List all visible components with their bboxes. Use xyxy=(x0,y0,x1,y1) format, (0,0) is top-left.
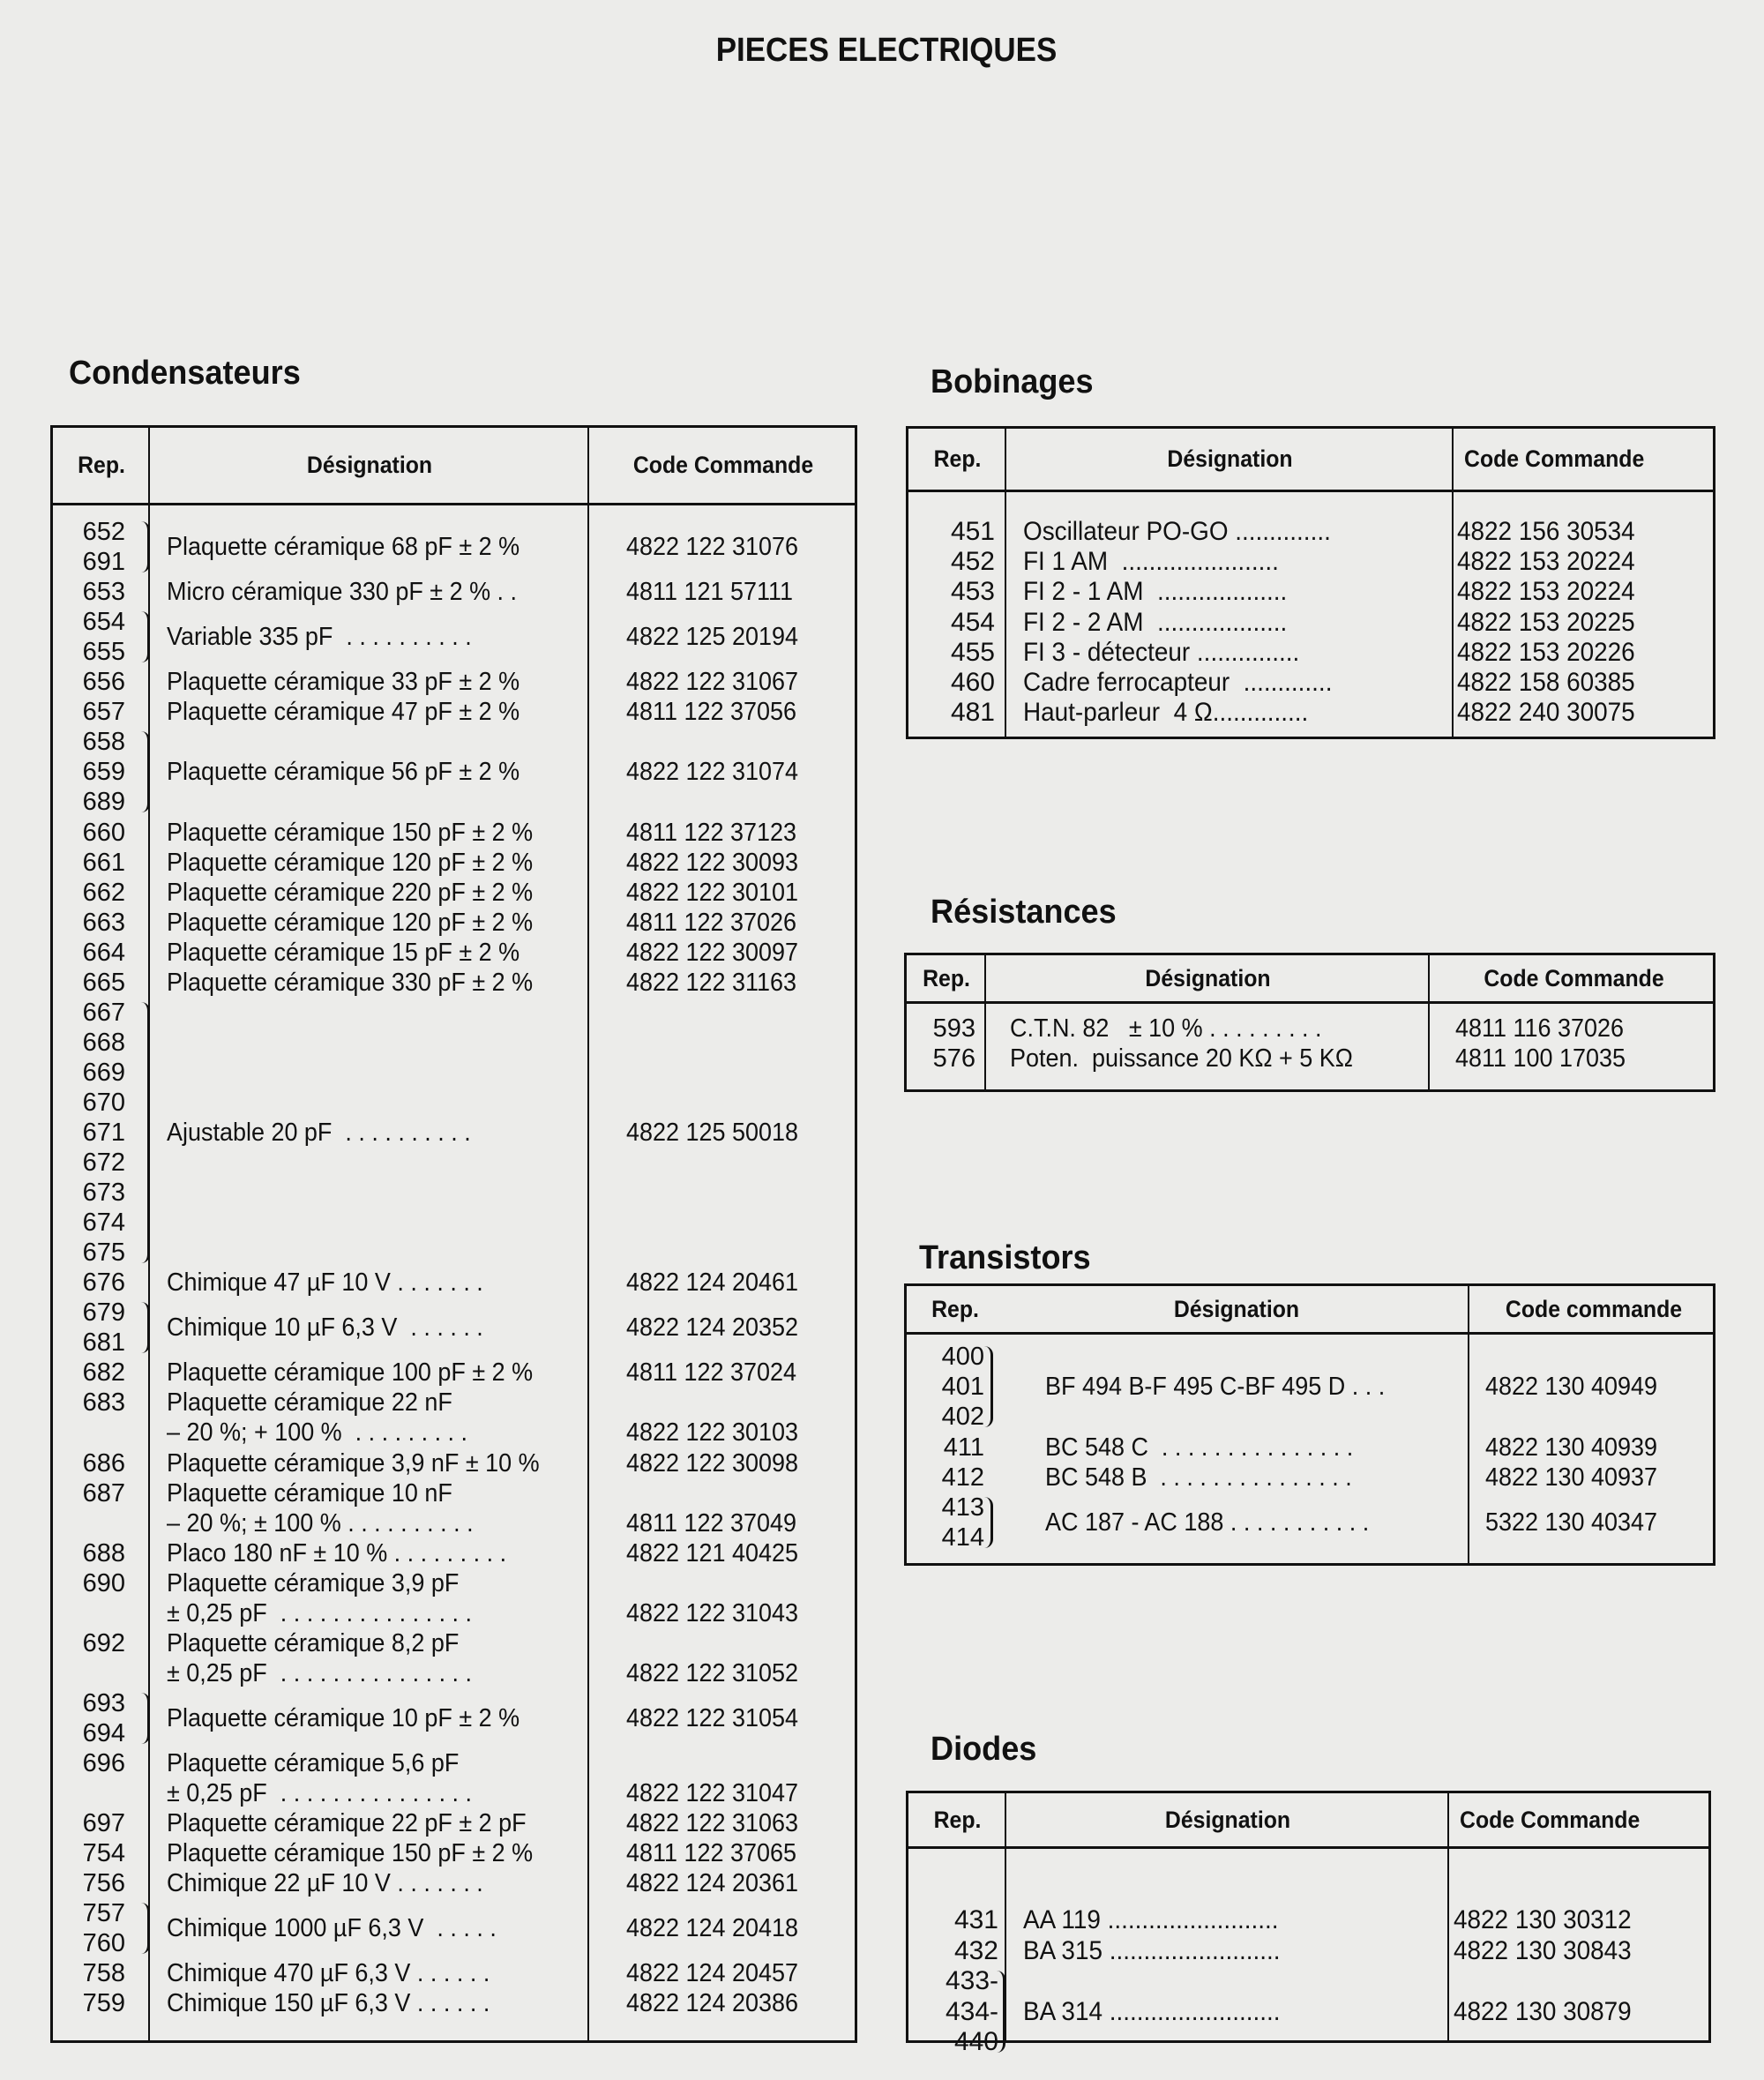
rep-cell: 455 xyxy=(950,637,995,667)
table-row xyxy=(53,607,855,667)
rep-cell: 754 xyxy=(82,1839,125,1868)
code-cell: 4811 122 37123 xyxy=(626,818,796,847)
header-code: Code Commande xyxy=(1460,1806,1641,1833)
rep-cell: 758 xyxy=(82,1959,125,1988)
table-row xyxy=(53,848,855,878)
table-row xyxy=(908,577,1713,607)
rep-cell: 460 xyxy=(950,668,995,697)
header-rep: Rep. xyxy=(933,1806,982,1833)
header-code: Code commande xyxy=(1505,1295,1683,1322)
rep-cell: 756 xyxy=(82,1869,125,1898)
code-cell: 4822 130 30879 xyxy=(1454,1996,1632,2026)
table-row xyxy=(53,577,855,607)
rep-cell: 440 xyxy=(953,2027,998,2056)
designation-cell: Plaquette céramique 10 nF xyxy=(167,1478,452,1508)
table-row xyxy=(908,517,1713,547)
designation-cell: – 20 %; + 100 % . . . . . . . . . xyxy=(167,1418,468,1448)
table-transistors xyxy=(904,1283,1715,1566)
rep-cell: 667 xyxy=(82,998,125,1027)
rep-cell: 691 xyxy=(82,548,125,577)
code-cell: 4822 124 20352 xyxy=(626,1313,798,1343)
table-header xyxy=(907,1286,1713,1335)
table-row xyxy=(53,878,855,908)
table-row xyxy=(908,698,1713,728)
designation-cell: Chimique 22 µF 10 V . . . . . . . xyxy=(167,1869,483,1898)
rep-cell: 659 xyxy=(82,758,125,787)
table-row xyxy=(53,697,855,727)
table-row xyxy=(53,1688,855,1748)
code-cell: 4822 125 20194 xyxy=(626,623,798,652)
designation-cell: Plaquette céramique 150 pF ± 2 % xyxy=(167,818,534,847)
table-row xyxy=(53,1358,855,1388)
rep-cell: 414 xyxy=(941,1523,984,1553)
header-rep: Rep. xyxy=(78,452,125,478)
table-row xyxy=(53,1628,855,1688)
code-cell: 5322 130 40347 xyxy=(1485,1508,1657,1538)
rep-cell: 690 xyxy=(82,1568,125,1597)
designation-cell: AA 119 ......................... xyxy=(1023,1905,1279,1934)
rep-cell: 433- xyxy=(945,1966,998,1995)
rep-cell: 673 xyxy=(82,1178,125,1208)
designation-cell: – 20 %; ± 100 % . . . . . . . . . . xyxy=(167,1508,474,1538)
designation-cell: Plaquette céramique 3,9 pF xyxy=(167,1568,460,1597)
rep-cell: 451 xyxy=(950,517,995,546)
designation-cell: Plaquette céramique 8,2 pF xyxy=(167,1628,460,1657)
rep-cell: 668 xyxy=(82,1028,125,1057)
rep-cell: 655 xyxy=(82,638,125,667)
rep-cell: 687 xyxy=(82,1478,125,1508)
code-cell: 4822 130 40939 xyxy=(1485,1433,1657,1462)
code-cell: 4822 122 31074 xyxy=(626,758,798,787)
table-condensateurs xyxy=(50,425,857,2043)
section-title-diodes: Diodes xyxy=(931,1731,1037,1768)
rep-cell: 696 xyxy=(82,1749,125,1778)
rep-cell: 760 xyxy=(82,1929,125,1958)
header-code: Code Commande xyxy=(632,452,814,478)
brace-icon xyxy=(141,521,150,572)
table-row xyxy=(908,547,1713,577)
designation-cell: FI 2 - 1 AM ................... xyxy=(1023,577,1288,607)
rep-cell: 688 xyxy=(82,1538,125,1567)
designation-cell: Variable 335 pF . . . . . . . . . . xyxy=(167,623,472,652)
rep-cell: 671 xyxy=(82,1118,125,1147)
brace-icon xyxy=(141,1693,150,1744)
brace-icon xyxy=(141,1903,150,1954)
rep-cell: 653 xyxy=(82,578,125,607)
table-row xyxy=(53,1268,855,1298)
designation-cell: Plaquette céramique 5,6 pF xyxy=(167,1749,460,1778)
code-cell: 4811 122 37065 xyxy=(626,1839,796,1868)
table-row xyxy=(907,1044,1713,1074)
designation-cell: Plaquette céramique 56 pF ± 2 % xyxy=(167,758,520,787)
rep-cell: 452 xyxy=(950,547,995,577)
designation-cell: BC 548 B . . . . . . . . . . . . . . . xyxy=(1045,1463,1352,1492)
rep-cell: 412 xyxy=(941,1463,984,1492)
rep-cell: 654 xyxy=(82,608,125,637)
code-cell: 4822 158 60385 xyxy=(1457,668,1635,697)
rep-cell: 670 xyxy=(82,1088,125,1117)
brace-icon xyxy=(984,1497,993,1548)
code-cell: 4822 130 30843 xyxy=(1454,1935,1632,1965)
designation-cell: Plaquette céramique 33 pF ± 2 % xyxy=(167,668,520,697)
code-cell: 4822 124 20418 xyxy=(626,1914,798,1943)
code-cell: 4822 122 31076 xyxy=(626,533,798,562)
code-cell: 4811 122 37026 xyxy=(626,908,796,937)
designation-cell: Plaquette céramique 15 pF ± 2 % xyxy=(167,938,520,967)
header-designation: Désignation xyxy=(1173,1295,1300,1322)
code-cell: 4822 122 31054 xyxy=(626,1703,798,1732)
rep-cell: 679 xyxy=(82,1298,125,1328)
rep-cell: 401 xyxy=(941,1373,984,1402)
table-row xyxy=(53,1868,855,1898)
table-row xyxy=(53,998,855,1268)
brace-icon xyxy=(141,611,150,662)
rep-cell: 683 xyxy=(82,1388,125,1418)
table-row xyxy=(53,818,855,848)
designation-cell: Chimique 470 µF 6,3 V . . . . . . xyxy=(167,1959,490,1988)
designation-cell: Plaquette céramique 68 pF ± 2 % xyxy=(167,533,520,562)
rep-cell: 686 xyxy=(82,1448,125,1478)
code-cell: 4822 122 30101 xyxy=(626,878,798,907)
table-row xyxy=(53,968,855,998)
rep-cell: 694 xyxy=(82,1718,125,1747)
rep-cell: 757 xyxy=(82,1899,125,1928)
table-row xyxy=(907,1014,1713,1044)
table-row xyxy=(53,517,855,577)
designation-cell: Plaquette céramique 220 pF ± 2 % xyxy=(167,878,534,907)
rep-cell: 652 xyxy=(82,518,125,546)
rep-cell: 413 xyxy=(941,1493,984,1522)
code-cell: 4822 122 31043 xyxy=(626,1598,798,1627)
code-cell: 4822 122 30097 xyxy=(626,938,798,967)
table-row xyxy=(53,1898,855,1958)
table-row xyxy=(53,1568,855,1628)
code-cell: 4822 122 30093 xyxy=(626,848,798,877)
code-cell: 4811 122 37056 xyxy=(626,698,796,727)
table-row xyxy=(53,938,855,968)
brace-icon xyxy=(141,1002,150,1263)
code-cell: 4822 122 31047 xyxy=(626,1779,798,1808)
table-row xyxy=(53,1538,855,1568)
designation-cell: Plaquette céramique 100 pF ± 2 % xyxy=(167,1358,534,1388)
rep-cell: 675 xyxy=(82,1238,125,1268)
code-cell: 4822 156 30534 xyxy=(1457,517,1635,546)
header-code: Code Commande xyxy=(1484,964,1664,991)
rep-cell: 674 xyxy=(82,1208,125,1238)
rep-cell: 693 xyxy=(82,1688,125,1717)
rep-cell: 576 xyxy=(932,1044,975,1073)
rep-cell: 664 xyxy=(82,938,125,967)
rep-cell: 759 xyxy=(82,1989,125,2018)
code-cell: 4811 100 17035 xyxy=(1455,1044,1626,1073)
brace-icon xyxy=(141,731,150,812)
table-row xyxy=(907,1433,1713,1463)
header-rep: Rep. xyxy=(931,1295,979,1322)
table-row xyxy=(53,1988,855,2018)
code-cell: 4822 153 20224 xyxy=(1457,547,1635,577)
rep-cell: 692 xyxy=(82,1628,125,1657)
header-rep: Rep. xyxy=(923,964,970,991)
section-title-condensateurs: Condensateurs xyxy=(69,355,301,392)
code-cell: 4822 130 40937 xyxy=(1485,1463,1657,1492)
code-cell: 4822 124 20386 xyxy=(626,1989,798,2018)
rep-cell: 665 xyxy=(82,968,125,997)
designation-cell: Micro céramique 330 pF ± 2 % . . xyxy=(167,578,518,607)
rep-cell: 431 xyxy=(953,1905,998,1934)
table-row xyxy=(53,1808,855,1838)
designation-cell: Plaquette céramique 120 pF ± 2 % xyxy=(167,848,534,877)
code-cell: 4822 130 30312 xyxy=(1454,1905,1632,1934)
code-cell: 4822 124 20361 xyxy=(626,1869,798,1898)
designation-cell: Chimique 47 µF 10 V . . . . . . . xyxy=(167,1268,483,1298)
designation-cell: Plaquette céramique 47 pF ± 2 % xyxy=(167,698,520,727)
table-row xyxy=(908,1936,1708,1967)
brace-icon xyxy=(984,1346,993,1427)
designation-cell: BC 548 C . . . . . . . . . . . . . . . xyxy=(1045,1433,1354,1462)
code-cell: 4811 121 57111 xyxy=(626,578,793,607)
table-row xyxy=(53,1298,855,1358)
designation-cell: Plaquette céramique 330 pF ± 2 % xyxy=(167,968,534,997)
designation-cell: Ajustable 20 pF . . . . . . . . . . xyxy=(167,1118,471,1147)
code-cell: 4811 122 37049 xyxy=(626,1508,796,1538)
table-bobinages xyxy=(906,426,1715,739)
header-rep: Rep. xyxy=(933,445,982,472)
section-title-transistors: Transistors xyxy=(919,1239,1091,1276)
table-header xyxy=(908,1793,1708,1849)
table-row xyxy=(53,1478,855,1538)
code-cell: 4822 130 40949 xyxy=(1485,1373,1657,1402)
rep-cell: 669 xyxy=(82,1058,125,1087)
code-cell: 4822 121 40425 xyxy=(626,1538,798,1567)
code-cell: 4822 124 20457 xyxy=(626,1959,798,1988)
code-cell: 4822 122 31067 xyxy=(626,668,798,697)
designation-cell: C.T.N. 82 ± 10 % . . . . . . . . . xyxy=(1010,1014,1322,1043)
code-cell: 4822 153 20224 xyxy=(1457,577,1635,607)
designation-cell: Plaquette céramique 150 pF ± 2 % xyxy=(167,1839,534,1868)
rep-cell: 676 xyxy=(82,1268,125,1298)
designation-cell: BA 314 ......................... xyxy=(1023,1996,1281,2026)
designation-cell: Chimique 10 µF 6,3 V . . . . . . xyxy=(167,1313,483,1343)
table-row xyxy=(908,638,1713,668)
table-resistances xyxy=(904,953,1715,1092)
table-row xyxy=(907,1342,1713,1433)
header-designation: Désignation xyxy=(1167,445,1293,472)
code-cell: 4822 153 20226 xyxy=(1457,637,1635,667)
code-cell: 4811 116 37026 xyxy=(1455,1014,1624,1043)
table-header xyxy=(53,428,855,505)
code-cell: 4822 122 30098 xyxy=(626,1448,798,1478)
designation-cell: Plaquette céramique 22 pF ± 2 pF xyxy=(167,1809,527,1838)
designation-cell: ± 0,25 pF . . . . . . . . . . . . . . . xyxy=(167,1658,473,1687)
table-row xyxy=(908,608,1713,638)
rep-cell: 658 xyxy=(82,728,125,757)
rep-cell: 400 xyxy=(941,1343,984,1371)
designation-cell: AC 187 - AC 188 . . . . . . . . . . . xyxy=(1045,1508,1370,1538)
rep-cell: 434- xyxy=(945,1996,998,2026)
table-row xyxy=(908,1966,1708,2058)
designation-cell: Placo 180 nF ± 10 % . . . . . . . . . xyxy=(167,1538,507,1567)
designation-cell: Plaquette céramique 3,9 nF ± 10 % xyxy=(167,1448,540,1478)
table-row xyxy=(53,667,855,697)
designation-cell: Poten. puissance 20 KΩ + 5 KΩ xyxy=(1010,1044,1353,1073)
table-row xyxy=(53,1838,855,1868)
table-row xyxy=(53,1448,855,1478)
designation-cell: Plaquette céramique 22 nF xyxy=(167,1388,452,1418)
code-cell: 4822 122 31163 xyxy=(626,968,796,997)
code-cell: 4822 122 30103 xyxy=(626,1418,798,1448)
rep-cell: 663 xyxy=(82,908,125,937)
code-cell: 4811 122 37024 xyxy=(626,1358,796,1388)
designation-cell: BA 315 ......................... xyxy=(1023,1935,1281,1965)
rep-cell: 656 xyxy=(82,668,125,697)
code-cell: 4822 122 31052 xyxy=(626,1658,798,1687)
rep-cell: 481 xyxy=(950,698,995,728)
rep-cell: 411 xyxy=(943,1433,984,1462)
designation-cell: ± 0,25 pF . . . . . . . . . . . . . . . xyxy=(167,1779,473,1808)
code-cell: 4822 153 20225 xyxy=(1457,607,1635,637)
header-designation: Désignation xyxy=(1145,964,1271,991)
rep-cell: 660 xyxy=(82,818,125,847)
table-row xyxy=(53,908,855,938)
designation-cell: ± 0,25 pF . . . . . . . . . . . . . . . xyxy=(167,1598,473,1627)
designation-cell: Chimique 150 µF 6,3 V . . . . . . xyxy=(167,1989,490,2018)
designation-cell: Plaquette céramique 120 pF ± 2 % xyxy=(167,908,534,937)
header-code: Code Commande xyxy=(1464,445,1645,472)
table-row xyxy=(907,1493,1713,1553)
designation-cell: Chimique 1000 µF 6,3 V . . . . . xyxy=(167,1914,497,1943)
page-title: PIECES ELECTRIQUES xyxy=(715,32,1058,69)
table-diodes xyxy=(906,1791,1711,2056)
rep-cell: 593 xyxy=(932,1014,975,1043)
designation-cell: Haut-parleur 4 Ω.............. xyxy=(1023,698,1309,728)
code-cell: 4822 124 20461 xyxy=(626,1268,798,1298)
table-header xyxy=(908,429,1713,492)
designation-cell: Cadre ferrocapteur ............. xyxy=(1023,668,1333,697)
rep-cell: 662 xyxy=(82,878,125,907)
rep-cell: 689 xyxy=(82,788,125,817)
table-row xyxy=(53,1388,855,1448)
rep-cell: 672 xyxy=(82,1148,125,1178)
designation-cell: Plaquette céramique 10 pF ± 2 % xyxy=(167,1703,520,1732)
section-title-resistances: Résistances xyxy=(931,894,1117,931)
rep-cell: 681 xyxy=(82,1328,125,1358)
rep-cell: 454 xyxy=(950,607,995,637)
designation-cell: Oscillateur PO-GO .............. xyxy=(1023,517,1331,546)
rep-cell: 432 xyxy=(953,1935,998,1965)
designation-cell: BF 494 B-F 495 C-BF 495 D . . . xyxy=(1045,1373,1386,1402)
code-cell: 4822 125 50018 xyxy=(626,1118,798,1147)
table-row xyxy=(907,1463,1713,1493)
designation-cell: FI 1 AM ....................... xyxy=(1023,547,1279,577)
designation-cell: FI 3 - détecteur ............... xyxy=(1023,637,1300,667)
section-title-bobinages: Bobinages xyxy=(931,363,1094,400)
table-row xyxy=(53,1748,855,1808)
rep-cell: 661 xyxy=(82,848,125,877)
rep-cell: 402 xyxy=(941,1403,984,1432)
table-header xyxy=(907,955,1713,1004)
designation-cell: FI 2 - 2 AM ................... xyxy=(1023,607,1288,637)
header-designation: Désignation xyxy=(306,452,433,478)
table-row xyxy=(53,727,855,817)
rep-cell: 453 xyxy=(950,577,995,607)
table-row xyxy=(908,668,1713,698)
header-designation: Désignation xyxy=(1164,1806,1291,1833)
table-row xyxy=(53,1958,855,1988)
rep-cell: 657 xyxy=(82,698,125,727)
table-row xyxy=(908,1905,1708,1936)
brace-icon xyxy=(997,1971,1005,2053)
brace-icon xyxy=(141,1302,150,1353)
code-cell: 4822 122 31063 xyxy=(626,1809,798,1838)
rep-cell: 682 xyxy=(82,1358,125,1388)
rep-cell: 697 xyxy=(82,1809,125,1838)
code-cell: 4822 240 30075 xyxy=(1457,698,1635,728)
